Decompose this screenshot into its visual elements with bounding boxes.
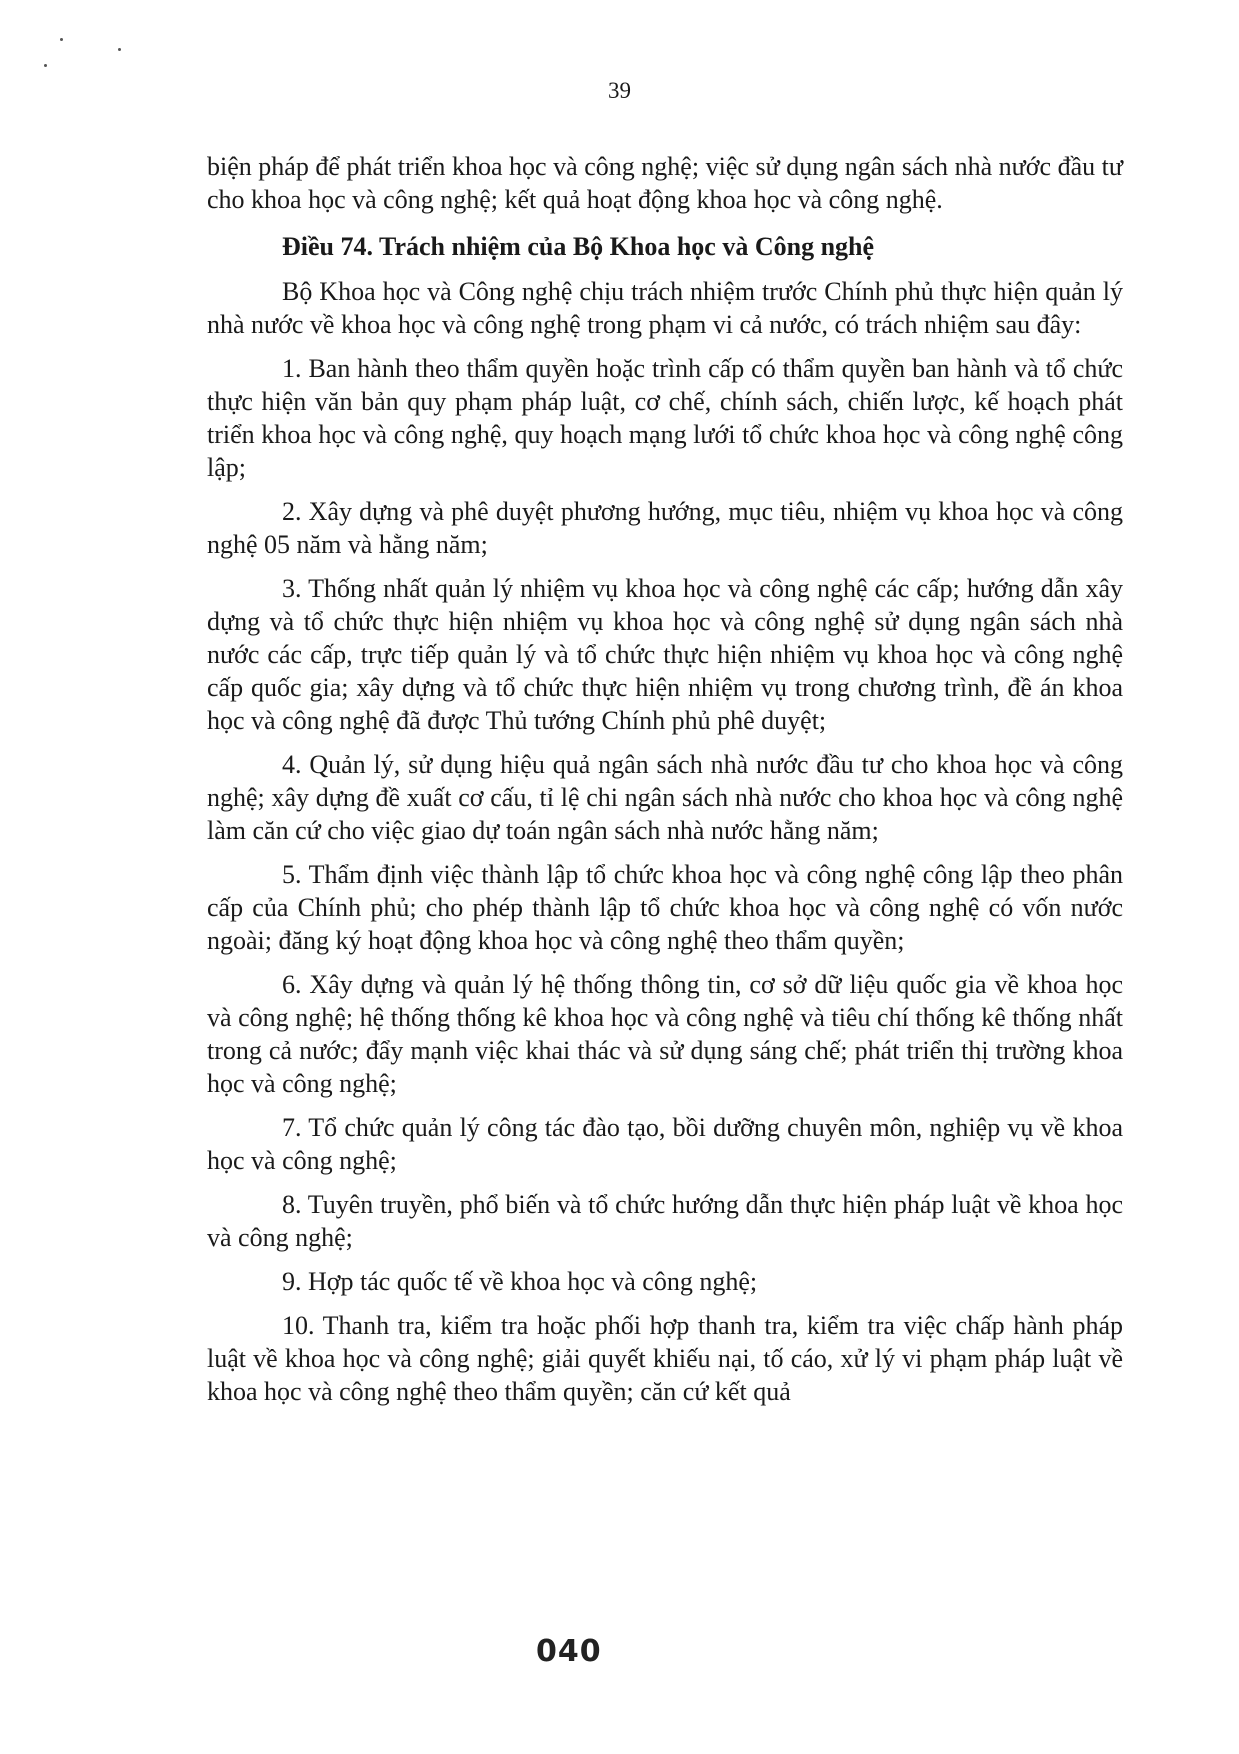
scan-speck bbox=[44, 64, 47, 67]
list-item: 10. Thanh tra, kiểm tra hoặc phối hợp thanh tra, kiểm tra việc chấp hành pháp luật về khoa học và công nghệ; giải quyết khiếu nại, tố cáo, xử lý vi phạm pháp luật về khoa học và công nghệ theo thẩm quyền; căn cứ kết quả bbox=[207, 1311, 1123, 1406]
list-item: 2. Xây dựng và phê duyệt phương hướng, mục tiêu, nhiệm vụ khoa học và công nghệ 05 năm và hằng năm; bbox=[207, 497, 1123, 559]
list-item: 8. Tuyên truyền, phổ biến và tổ chức hướng dẫn thực hiện pháp luật về khoa học và công nghệ; bbox=[207, 1190, 1123, 1252]
scan-speck bbox=[118, 48, 121, 51]
list-item: 9. Hợp tác quốc tế về khoa học và công nghệ; bbox=[282, 1267, 758, 1296]
page-stamp: 040 bbox=[536, 1634, 602, 1669]
continuation-paragraph: biện pháp để phát triển khoa học và công nghệ; việc sử dụng ngân sách nhà nước đầu tư cho khoa học và công nghệ; kết quả hoạt động khoa học và công nghệ. bbox=[207, 152, 1123, 214]
list-item: 1. Ban hành theo thẩm quyền hoặc trình cấp có thẩm quyền ban hành và tổ chức thực hiện văn bản quy phạm pháp luật, cơ chế, chính sách, chiến lược, kế hoạch phát triển khoa học và công nghệ, quy hoạch mạng lưới tổ chức khoa học và công nghệ công lập; bbox=[207, 354, 1123, 482]
list-item: 4. Quản lý, sử dụng hiệu quả ngân sách nhà nước đầu tư cho khoa học và công nghệ; xây dựng đề xuất cơ cấu, tỉ lệ chi ngân sách nhà nước cho khoa học và công nghệ làm căn cứ cho việc giao dự toán ngân sách nhà nước hằng năm; bbox=[207, 750, 1123, 845]
article-heading: Điều 74. Trách nhiệm của Bộ Khoa học và Công nghệ bbox=[282, 232, 875, 261]
list-item: 6. Xây dựng và quản lý hệ thống thông tin, cơ sở dữ liệu quốc gia về khoa học và công nghệ; hệ thống thống kê khoa học và công nghệ và tiêu chí thống kê thống nhất trong cả nước; đẩy mạnh việc khai thác và sử dụng sáng chế; phát triển thị trường khoa học và công nghệ; bbox=[207, 970, 1123, 1098]
scan-speck bbox=[60, 38, 63, 41]
list-item: 7. Tổ chức quản lý công tác đào tạo, bồi dưỡng chuyên môn, nghiệp vụ về khoa học và công nghệ; bbox=[207, 1113, 1123, 1175]
document-body bbox=[207, 150, 1123, 1419]
list-item: 3. Thống nhất quản lý nhiệm vụ khoa học và công nghệ các cấp; hướng dẫn xây dựng và tổ chức thực hiện nhiệm vụ khoa học và công nghệ sử dụng ngân sách nhà nước các cấp, trực tiếp quản lý và tổ chức thực hiện nhiệm vụ khoa học và công nghệ cấp quốc gia; xây dựng và tổ chức thực hiện nhiệm vụ trong chương trình, đề án khoa học và công nghệ đã được Thủ tướng Chính phủ phê duyệt; bbox=[207, 574, 1123, 735]
page-number: 39 bbox=[608, 78, 631, 103]
list-item: 5. Thẩm định việc thành lập tổ chức khoa học và công nghệ công lập theo phân cấp của Chính phủ; cho phép thành lập tổ chức khoa học và công nghệ có vốn nước ngoài; đăng ký hoạt động khoa học và công nghệ theo thẩm quyền; bbox=[207, 860, 1123, 955]
intro-paragraph: Bộ Khoa học và Công nghệ chịu trách nhiệm trước Chính phủ thực hiện quản lý nhà nước về khoa học và công nghệ trong phạm vi cả nước, có trách nhiệm sau đây: bbox=[207, 277, 1123, 339]
